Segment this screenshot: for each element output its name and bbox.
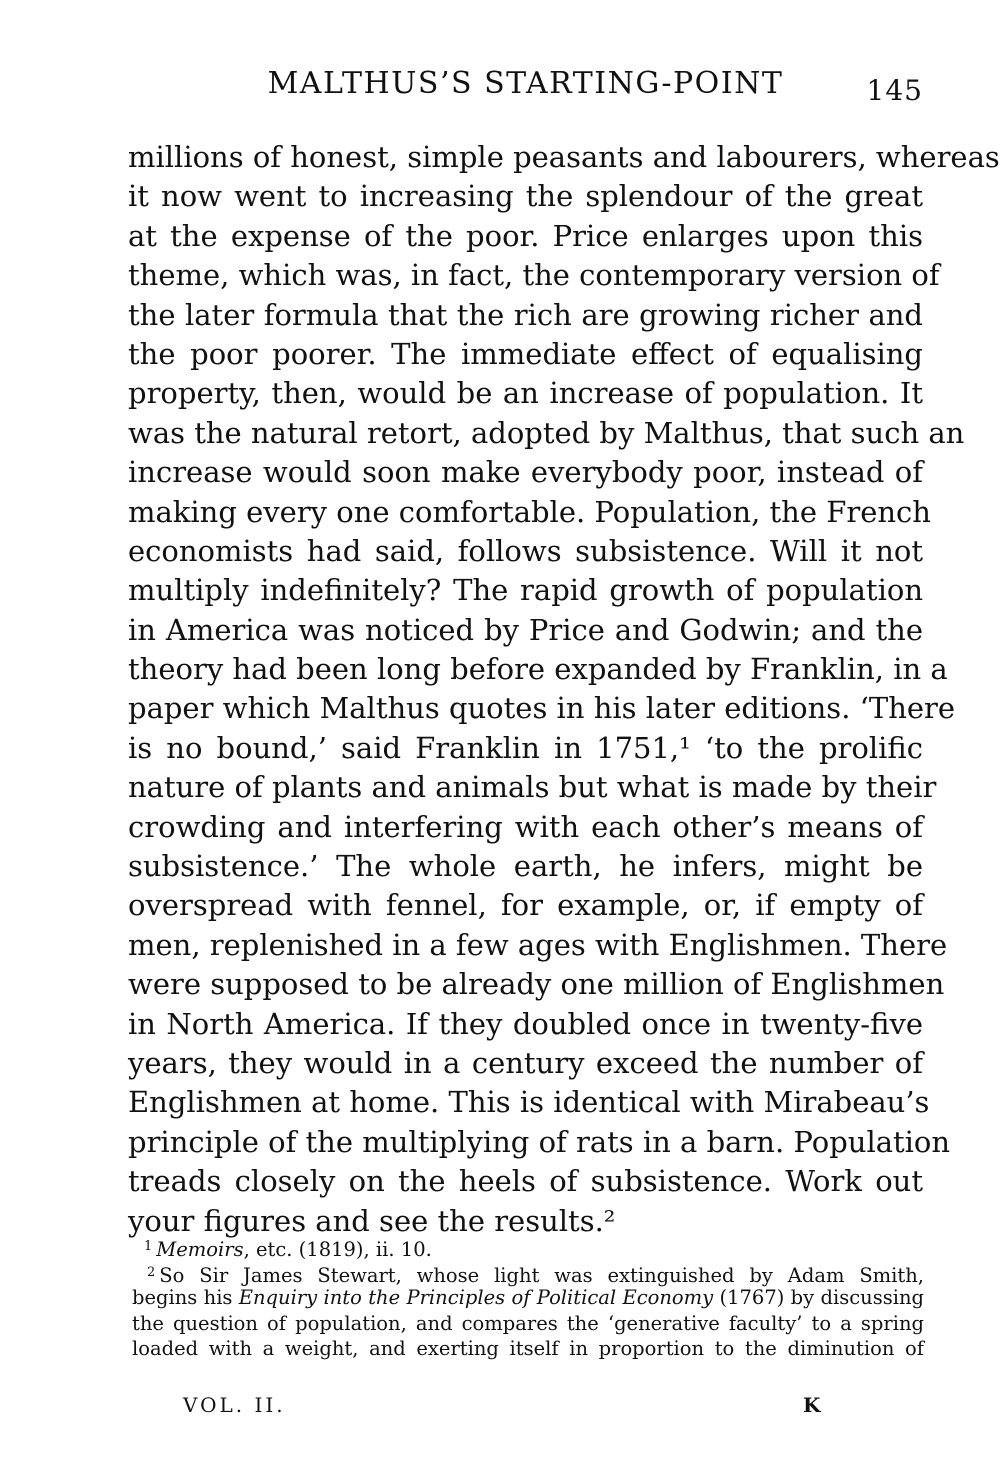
footnote-title: Memoirs: [156, 1238, 244, 1261]
text-line: economists had said, follows subsistence. Will it not: [128, 533, 923, 568]
text-line: the later formula that the rich are growing richer and: [128, 297, 923, 332]
page-footer: [0, 1393, 1000, 1423]
text-line: your figures and see the results.²: [128, 1203, 616, 1238]
footnote-line: loaded with a weight, and exerting itself in proportion to the diminution of: [132, 1337, 924, 1360]
text-line: Englishmen at home. This is identical with Mirabeau’s: [128, 1085, 930, 1120]
footnote-line: the question of population, and compares the ‘generative faculty’ to a spring: [132, 1311, 924, 1335]
text-line: increase would soon make everybody poor, instead of: [128, 455, 923, 490]
text-line: making every one comfortable. Population, the French: [128, 494, 931, 529]
text-line: the poor poorer. The immediate effect of equalising: [128, 336, 923, 371]
body-text: [128, 138, 1000, 1241]
volume-signature: VOL. II.: [183, 1393, 286, 1417]
text-line: treads closely on the heels of subsistence. Work out: [128, 1164, 923, 1199]
footnote-mark: 2: [147, 1264, 156, 1280]
page-number: 145: [866, 74, 923, 107]
text-line: overspread with fennel, for example, or, if empty of: [128, 888, 923, 923]
footnote-text: So Sir James Stewart, whose light was extinguished by Adam Smith,: [159, 1263, 924, 1287]
text-line: paper which Malthus quotes in his later editions. ‘There: [128, 691, 956, 726]
footnote-1: [132, 1234, 924, 1260]
text-line: property, then, would be an increase of population. It: [128, 376, 923, 411]
running-head: MALTHUS’S STARTING-POINT: [267, 66, 784, 101]
footnote-2: [132, 1260, 924, 1286]
text-line: principle of the multiplying of rats in a barn. Population: [128, 1124, 951, 1159]
text-line: multiply indefinitely? The rapid growth of population: [128, 573, 923, 608]
page-header: [128, 62, 923, 106]
text-line: millions of honest, simple peasants and labourers, whereas: [128, 140, 1000, 174]
text-line: crowding and interfering with each other’s means of: [128, 809, 923, 844]
footnote-mark: 1: [144, 1239, 153, 1254]
text-line: subsistence.’ The whole earth, he infers, might be: [128, 849, 923, 884]
signature-mark: K: [803, 1393, 821, 1417]
text-line: at the expense of the poor. Price enlarges upon this: [128, 218, 923, 253]
text-line: theory had been long before expanded by Franklin, in a: [128, 652, 948, 687]
text-line: it now went to increasing the splendour of the great: [128, 179, 923, 214]
text-line: is no bound,’ said Franklin in 1751,¹ ‘to the prolific: [128, 730, 923, 765]
text-line: nature of plants and animals but what is made by their: [128, 770, 937, 805]
text-line: theme, which was, in fact, the contemporary version of: [128, 258, 940, 293]
footnote-title: Enquiry into the Principles of Political Economy: [238, 1286, 714, 1309]
text-line: in America was noticed by Price and Godwin; and the: [128, 612, 923, 647]
footnotes: [132, 1234, 924, 1362]
text-line: years, they would in a century exceed the number of: [128, 1045, 923, 1080]
text-line: were supposed to be already one million of Englishmen: [128, 967, 945, 1002]
footnote-text: (1767) by discussing: [713, 1286, 924, 1309]
text-line: men, replenished in a few ages with Englishmen. There: [128, 927, 948, 962]
footnote-text: begins his: [132, 1286, 239, 1309]
footnote-text: , etc. (1819), ii. 10.: [243, 1238, 432, 1261]
text-line: in North America. If they doubled once in twenty-five: [128, 1006, 923, 1041]
text-line: was the natural retort, adopted by Malthus, that such an: [128, 415, 965, 450]
footnote-line: [132, 1285, 924, 1311]
